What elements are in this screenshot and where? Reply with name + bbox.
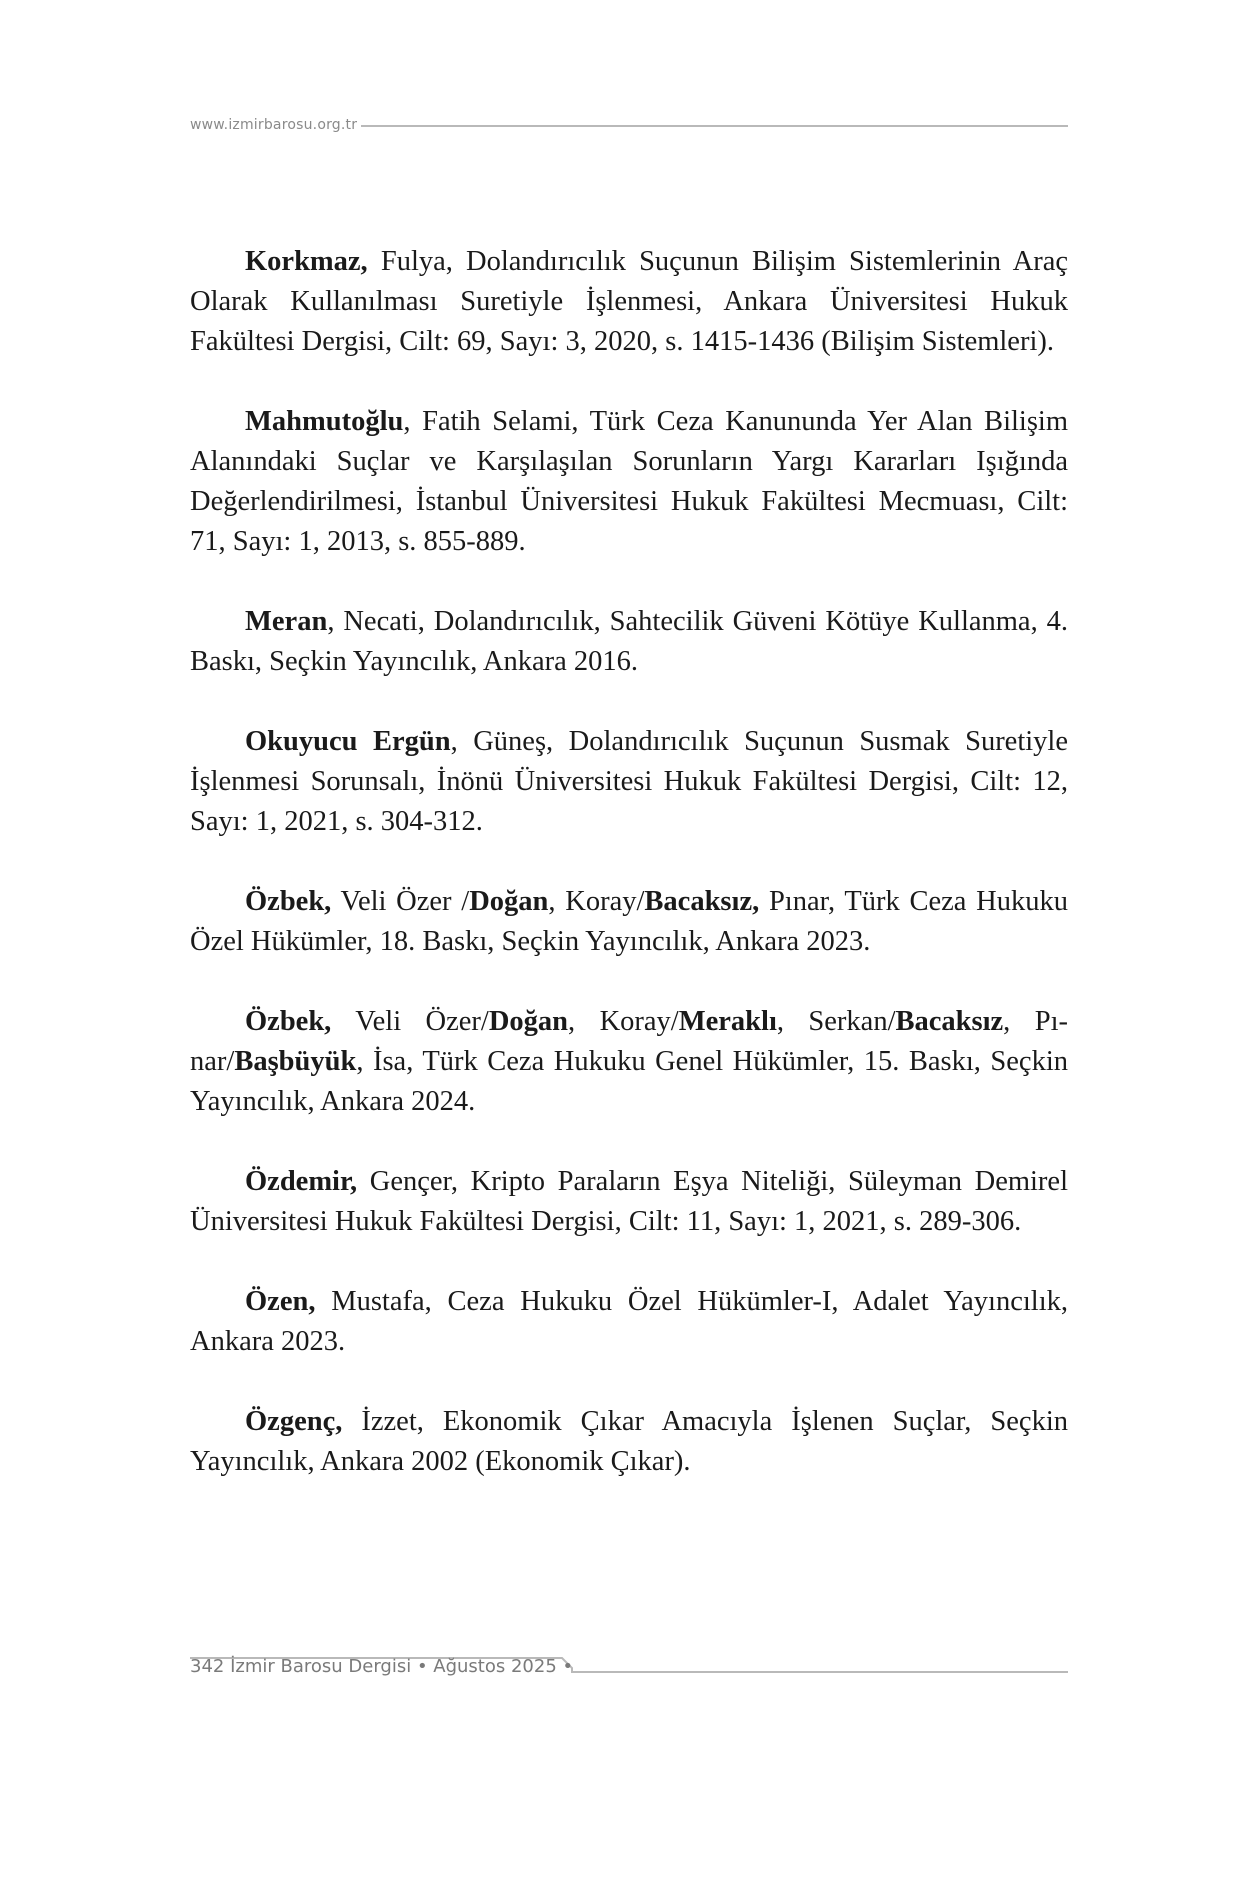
bibliography-entry xyxy=(190,882,1068,962)
entry-text: Veli Özer/ xyxy=(331,1006,489,1037)
entry-text: , Necati, Dolandırıcılık, Sahtecilik Güveni Kötüye Kullanma, 4. Baskı, Seçkin Yayıncılık, Ankara 2016. xyxy=(190,606,1068,677)
entry-author: Özbek, xyxy=(245,1006,332,1037)
entry-text: , Güneş, Dolandırıcılık Suçunun Susmak Suretiyle İşlenmesi Sorunsalı, İnönü Üniversitesi Hukuk Fakültesi Dergisi, Cilt: 12, Sayı: 1, 2021, s. 304-312. xyxy=(190,726,1068,837)
entry-author: Özbek, xyxy=(245,886,332,917)
bibliography-entry xyxy=(190,602,1068,682)
entry-text: Pınar, Türk Ceza Hukuku Özel Hükümler, 18. Baskı, Seçkin Yayıncılık, Ankara 2023. xyxy=(190,886,1069,957)
bibliography-entry xyxy=(190,242,1068,362)
entry-author: Başbüyük xyxy=(234,1046,357,1077)
bibliography-entry xyxy=(190,1402,1068,1482)
entry-text: , Koray/ xyxy=(548,886,645,917)
bibliography-entry xyxy=(190,1002,1068,1122)
entry-text: Gençer, Kripto Paraların Eşya Niteliği, Süleyman Demirel Üniversitesi Hukuk Fakültesi Dergisi, Cilt: 11, Sayı: 1, 2021, s. 289-306. xyxy=(190,1166,1068,1237)
entry-author: Özgenç, xyxy=(245,1406,343,1437)
entry-text: , Serkan/ xyxy=(776,1006,896,1037)
entry-text: , Koray/ xyxy=(568,1006,679,1037)
entry-author: Meran xyxy=(245,606,328,637)
bibliography xyxy=(190,242,1068,1522)
entry-text: , Pınar/ xyxy=(190,1006,1068,1077)
entry-author: Korkmaz, xyxy=(245,246,368,277)
entry-text: Fulya, Dolandırıcılık Suçunun Bilişim Sistemlerinin Araç Olarak Kullanılması Suretiyle İşlenmesi, Ankara Üniversitesi Hukuk Fakültesi Dergisi, Cilt: 69, Sayı: 3, 2020, s. 1415-1436 (Bilişim Sistemleri). xyxy=(190,246,1068,357)
footer-text: 342 İzmir Barosu Dergisi • Ağustos 2025 • xyxy=(190,1656,574,1677)
entry-text: Veli Özer / xyxy=(331,886,470,917)
page-footer xyxy=(190,1654,1068,1684)
entry-text: Mustafa, Ceza Hukuku Özel Hükümler-I, Adalet Yayıncılık, Ankara 2023. xyxy=(190,1286,1068,1357)
entry-author: Özen, xyxy=(245,1286,316,1317)
header-url: www.izmirbarosu.org.tr xyxy=(190,117,358,133)
header-rule xyxy=(361,125,1068,127)
entry-author: Bacaksız xyxy=(895,1006,1004,1037)
bibliography-entry xyxy=(190,722,1068,842)
entry-author: Doğan xyxy=(488,1006,569,1037)
entry-author: Meraklı xyxy=(678,1006,777,1037)
page-header xyxy=(190,113,1068,137)
entry-text: İzzet, Ekonomik Çıkar Amacıyla İşlenen Suçlar, Seçkin Yayıncılık, Ankara 2002 (Ekonomik Çıkar). xyxy=(190,1406,1068,1477)
entry-author: Okuyucu Ergün xyxy=(245,726,451,757)
entry-text: , Fatih Selami, Türk Ceza Kanununda Yer Alan Bilişim Alanındaki Suçlar ve Karşılaşılan Sorunların Yargı Kararları Işığında Değerlendirilmesi, İstanbul Üniversitesi Hukuk Fakültesi Mecmuası, Cilt: 71, Sayı: 1, 2013, s. 855-889. xyxy=(190,406,1068,557)
entry-author: Mahmutoğlu xyxy=(245,406,404,437)
entry-author: Bacaksız, xyxy=(644,886,760,917)
bibliography-entry xyxy=(190,1162,1068,1242)
entry-author: Özdemir, xyxy=(245,1166,358,1197)
entry-author: Doğan xyxy=(469,886,549,917)
bibliography-entry xyxy=(190,402,1068,562)
bibliography-entry xyxy=(190,1282,1068,1362)
entry-text: , İsa, Türk Ceza Hukuku Genel Hükümler, 15. Baskı, Seçkin Yayıncılık, Ankara 2024. xyxy=(190,1046,1068,1117)
